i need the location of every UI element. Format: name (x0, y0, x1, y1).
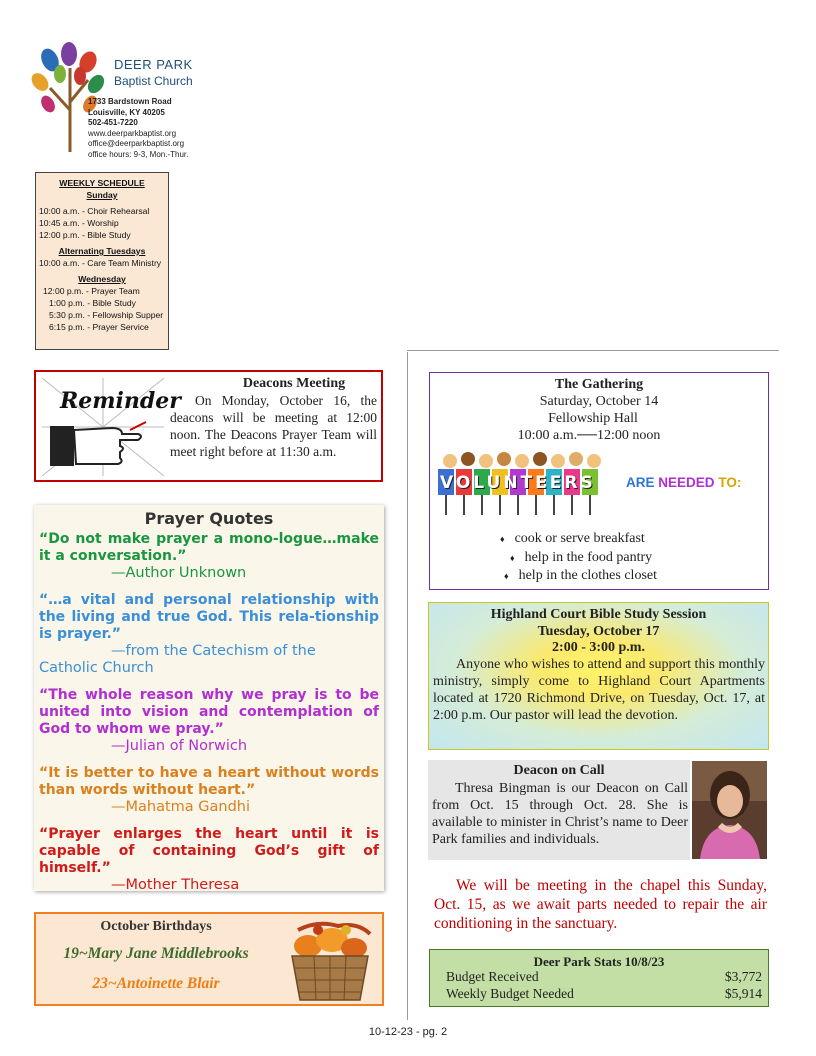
deer-park-stats (429, 949, 769, 1007)
list-item: ♦ help in the clothes closet (504, 568, 658, 583)
stats-value: $5,914 (724, 986, 762, 1001)
church-subtitle: Baptist Church (114, 74, 193, 88)
prayer-quotes (34, 505, 384, 891)
schedule-item: 1:00 p.m. - Bible Study (49, 298, 136, 308)
diamond-bullet-icon: ♦ (510, 552, 515, 563)
list-item: ♦ help in the food pantry (510, 549, 653, 565)
volunteers-image (436, 449, 616, 519)
list-item: ♦ cook or serve breakfast (500, 531, 645, 546)
birthdays-title: October Birthdays (100, 919, 212, 934)
office-hours: office hours: 9-3, Mon.-Thur. (88, 149, 189, 159)
deacon-on-call-box (428, 760, 690, 860)
needed-word-are: ARE (626, 475, 655, 490)
schedule-item: 10:45 a.m. - Worship (39, 218, 119, 228)
stats-label: Weekly Budget Needed (446, 986, 574, 1001)
schedule-item: 12:00 p.m. - Bible Study (39, 230, 131, 240)
tuesday-heading: Alternating Tuesdays (58, 246, 146, 256)
birthday-entry: 19~Mary Jane Middlebrooks (63, 945, 249, 962)
quote-text: “It is better to have a heart without words than words without heart.” (39, 765, 379, 798)
quote-attribution: —Mother Theresa (111, 877, 240, 893)
person-portrait-icon (692, 761, 767, 859)
highland-title: Highland Court Bible Study Session (490, 607, 707, 622)
column-divider (407, 352, 408, 1020)
schedule-item: 6:15 p.m. - Prayer Service (49, 322, 149, 332)
horizontal-divider (407, 350, 779, 351)
birthday-entry: 23~Antoinette Blair (92, 975, 220, 992)
schedule-item: 10:00 a.m. - Care Team Ministry (39, 258, 162, 268)
stats-label: Budget Received (446, 969, 539, 984)
reminder-image (42, 378, 181, 476)
gathering-location: Fellowship Hall (548, 411, 638, 426)
weekly-schedule (35, 172, 169, 350)
website-link[interactable]: www.deerparkbaptist.org (88, 128, 177, 138)
church-name: DEER PARK (114, 57, 193, 72)
volunteers-word: VOLUNTEERS (440, 473, 596, 493)
quote-text: “Prayer enlarges the heart until it is capable of containing God’s gift of himself.” (39, 826, 379, 876)
october-birthdays (34, 912, 384, 1006)
wednesday-heading: Wednesday (78, 274, 126, 284)
quote-attribution: —Mahatma Gandhi (111, 799, 251, 815)
highland-date: Tuesday, October 17 (537, 624, 660, 639)
gathering-box (429, 372, 769, 590)
stats-value: $3,772 (724, 969, 762, 984)
harvest-basket-image (278, 916, 382, 1004)
quote-text: “The whole reason why we pray is to be united into vision and contemplation of God to whom we pray.” (39, 687, 379, 737)
reminder-word: Reminder (60, 388, 181, 414)
address-street: 1733 Bardstown Road (88, 97, 172, 106)
deacon-on-call-body: Thresa Bingman is our Deacon on Call from Oct. 15 through Oct. 28. She is available to minister in Christ’s name to Deer Park families and individuals. (432, 781, 688, 847)
volunteers-needed-text (626, 475, 741, 490)
quote-attribution: —Author Unknown (111, 565, 247, 581)
pumpkin-basket-icon (278, 916, 382, 1004)
volunteer-task-list (500, 530, 657, 586)
church-address (88, 97, 188, 160)
needed-word-needed: NEEDED (658, 475, 715, 490)
deacon-photo (692, 761, 767, 859)
chapel-notice: We will be meeting in the chapel this Sunday, Oct. 15, as we await parts needed to repair the air conditioning in the sanctuary. (434, 877, 767, 932)
deacons-meeting-body: On Monday, October 16, the deacons will be meeting at 12:00 noon. The Deacons Prayer Team will meet right before at 11:30 a.m. (170, 393, 377, 459)
email-link[interactable]: office@deerparkbaptist.org (88, 139, 185, 148)
highland-body: Anyone who wishes to attend and support this monthly ministry, simply come to Highland Court Apartments located at 1720 Richmond Drive, on Tuesday, Oct. 17, at 2:00 p.m. Our pastor will lead the devotion. (433, 657, 765, 723)
page-footer: 10-12-23 - pg. 2 (368, 1026, 448, 1038)
quote-attribution: —from the Catechism of the Catholic Church (39, 643, 316, 676)
deacons-meeting-title: Deacons Meeting (242, 376, 346, 391)
highland-bible-study (428, 602, 769, 750)
address-phone: 502-451-7220 (88, 118, 138, 127)
gathering-title: The Gathering (554, 377, 644, 392)
deacon-on-call-title: Deacon on Call (513, 763, 605, 778)
quote-text: “Do not make prayer a mono-logue…make it a conversation.” (39, 531, 379, 564)
schedule-item: 5:30 p.m. - Fellowship Supper (49, 310, 164, 320)
stats-title: Deer Park Stats 10/8/23 (533, 954, 665, 969)
quote-attribution: —Julian of Norwich (111, 738, 248, 754)
needed-word-to: TO: (718, 475, 742, 490)
prayer-quotes-title: Prayer Quotes (144, 509, 274, 528)
deacons-meeting-box (34, 370, 383, 482)
schedule-item: 12:00 p.m. - Prayer Team (43, 286, 140, 296)
schedule-item: 10:00 a.m. - Choir Rehearsal (39, 206, 150, 216)
gathering-time: 10:00 a.m.──12:00 noon (517, 428, 661, 443)
highland-time: 2:00 - 3:00 p.m. (552, 640, 645, 655)
gathering-date: Saturday, October 14 (539, 394, 659, 409)
diamond-bullet-icon: ♦ (500, 534, 505, 544)
address-city: Louisville, KY 40205 (88, 107, 165, 117)
sunday-heading: Sunday (86, 190, 118, 200)
quote-text: “…a vital and personal relationship with the living and true God. This rela-tionship is prayer.” (39, 592, 379, 642)
diamond-bullet-icon: ♦ (504, 571, 509, 581)
schedule-title: WEEKLY SCHEDULE (59, 178, 145, 188)
